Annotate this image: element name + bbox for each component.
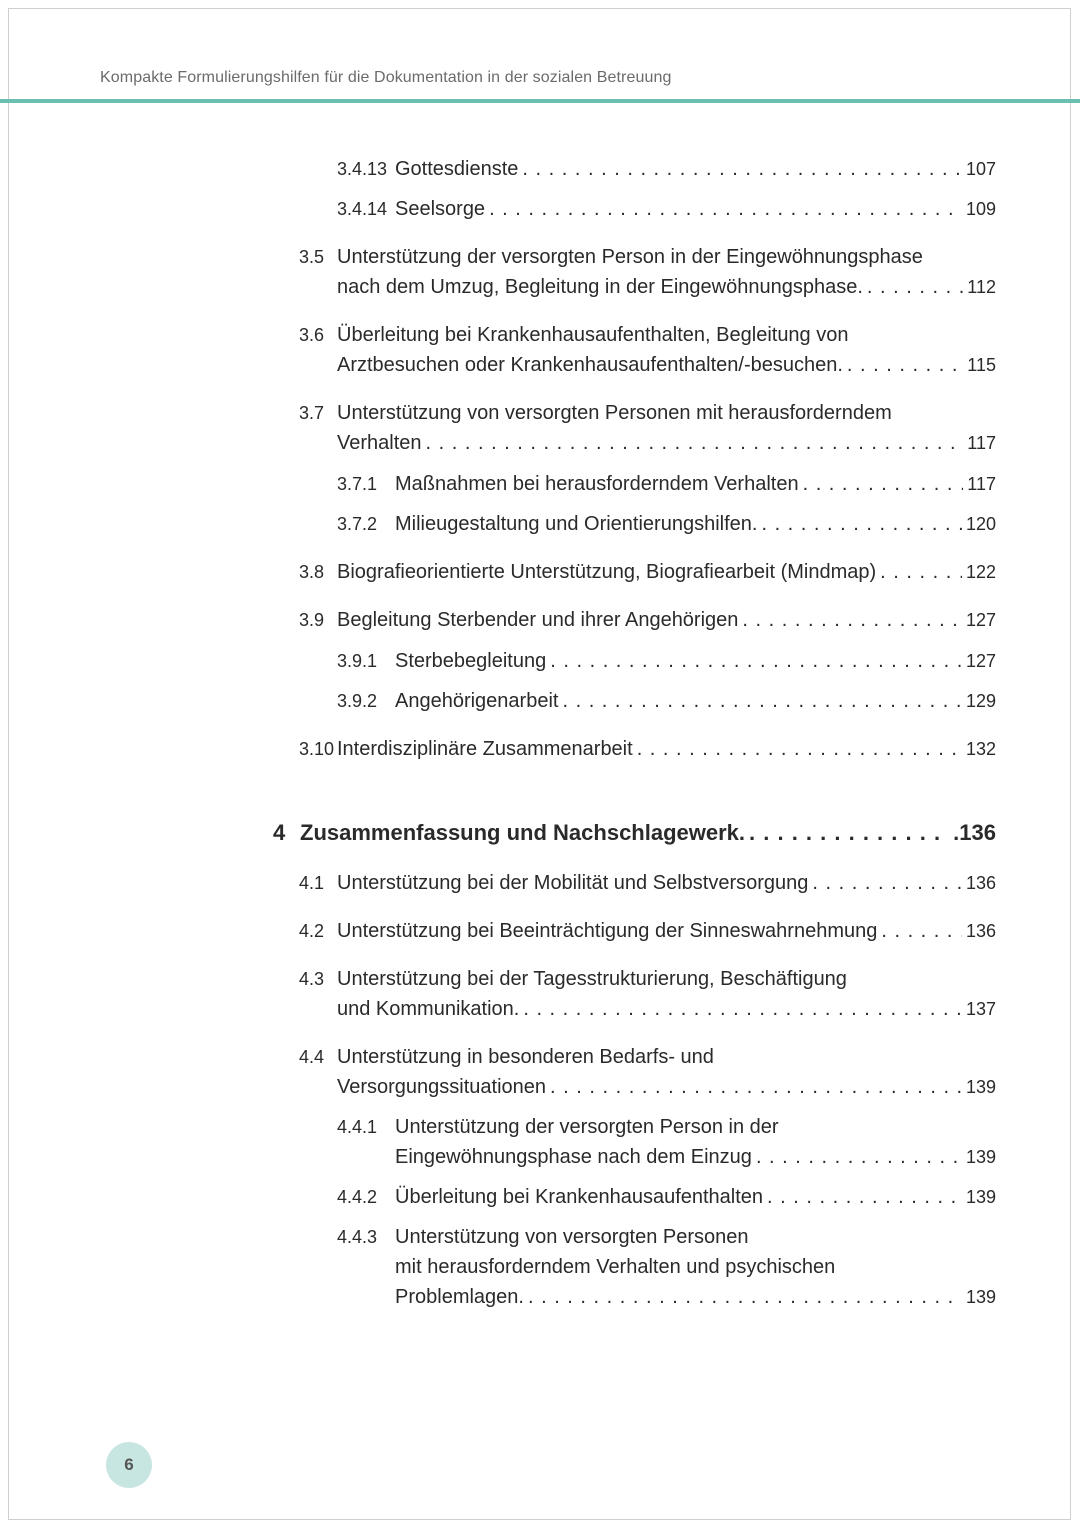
dot-leader: [528, 1282, 962, 1312]
toc-entry-title: Überleitung bei Krankenhausaufenthalten, Begleitung von: [337, 324, 849, 346]
dot-leader: [749, 818, 949, 848]
toc-entry-title: Zusammenfassung und Nachschlagewerk.: [300, 820, 746, 845]
toc-entry-number: 3.7: [299, 403, 325, 423]
toc-entry-title: Unterstützung bei der Mobilität und Selbstversorgung: [337, 872, 809, 894]
running-title: Kompakte Formulierungshilfen für die Dokumentation in der sozialen Betreuung: [100, 69, 672, 86]
toc-entry-number: 3.7.2: [337, 514, 378, 534]
toc-entry-line: [395, 1112, 779, 1142]
toc-entry-line: [337, 320, 848, 350]
dot-leader: [812, 868, 962, 898]
toc-entry-last-line: [395, 194, 996, 224]
toc-entry-title: nach dem Umzug, Begleitung in der Eingewöhnungsphase.: [337, 276, 863, 298]
dot-leader: [881, 916, 962, 946]
toc-entry-last-line: [300, 818, 996, 848]
toc-entry-page: 139: [965, 1147, 996, 1167]
toc-entry-page: 139: [965, 1187, 996, 1207]
toc-entry-last-line: [395, 1282, 996, 1312]
toc-entry-page: 132: [965, 739, 996, 759]
toc-entry-last-line: [337, 868, 996, 898]
toc-entry-last-line: [395, 509, 996, 539]
toc-entry-number: 3.9.1: [337, 651, 378, 671]
toc-entry-last-line: [337, 557, 996, 587]
toc-entry-page: 139: [965, 1077, 996, 1097]
toc-entry-line: [395, 1222, 749, 1252]
toc-entry-page: .136: [953, 820, 996, 845]
toc-entry-title: Milieugestaltung und Orientierungshilfen.: [395, 513, 758, 535]
toc-entry-number: 4.4.1: [337, 1117, 378, 1137]
toc-entry-title: Angehörigenarbeit: [395, 690, 559, 712]
toc-entry-page: 127: [965, 610, 996, 630]
toc-entry-page: 117: [967, 433, 996, 453]
toc-entry-page: 136: [965, 921, 996, 941]
dot-leader: [847, 350, 963, 380]
toc-entry-title: Interdisziplinäre Zusammenarbeit: [337, 738, 633, 760]
toc-entry-last-line: [337, 350, 996, 380]
dot-leader: [867, 272, 963, 302]
toc-entry-title: Problemlagen.: [395, 1286, 524, 1308]
toc-entry-last-line: [337, 916, 996, 946]
toc-entry-number: 3.9: [299, 610, 325, 630]
toc-entry-last-line: [337, 605, 996, 635]
toc-entry-page: 115: [967, 355, 996, 375]
toc-entry-page: 139: [965, 1287, 996, 1307]
toc-entry-last-line: [337, 428, 996, 458]
toc-entry-title: Unterstützung bei Beeinträchtigung der Sinneswahrnehmung: [337, 920, 878, 942]
toc-entry-line: [337, 1042, 714, 1072]
toc-entry-title: Begleitung Sterbender und ihrer Angehörigen: [337, 609, 739, 631]
toc-entry-last-line: [337, 272, 996, 302]
toc-entry-number: 3.4.14: [337, 199, 388, 219]
toc-entry-number: 4.3: [299, 969, 325, 989]
toc-entry-number: 3.5: [299, 247, 325, 267]
toc-entry-number: 4.4.2: [337, 1187, 378, 1207]
toc-entry-last-line: [395, 1142, 996, 1172]
toc-entry-page: 107: [965, 159, 996, 179]
toc-entry-line: [395, 1252, 835, 1282]
page-number: 6: [124, 1455, 134, 1474]
toc-entry-number: 3.8: [299, 562, 325, 582]
toc-entry-title: Unterstützung von versorgten Personen: [395, 1226, 749, 1248]
toc-entry-page: 112: [967, 277, 996, 297]
toc-entry-page: 109: [965, 199, 996, 219]
toc-entry-number: 3.6: [299, 325, 325, 345]
dot-leader: [637, 734, 962, 764]
toc-entry-page: 136: [965, 873, 996, 893]
dot-leader: [803, 469, 964, 499]
dot-leader: [522, 154, 962, 184]
dot-leader: [550, 1072, 962, 1102]
toc-entry-title: Biografieorientierte Unterstützung, Biografiearbeit (Mindmap): [337, 561, 877, 583]
dot-leader: [742, 605, 962, 635]
toc-entry-title: Eingewöhnungsphase nach dem Einzug: [395, 1146, 752, 1168]
toc-entry-title: Gottesdienste: [395, 158, 519, 180]
toc-entry-last-line: [395, 154, 996, 184]
toc-entry-title: Unterstützung der versorgten Person in der: [395, 1116, 779, 1138]
dot-leader: [489, 194, 962, 224]
toc-entry-title: Seelsorge: [395, 198, 486, 220]
toc-entry-last-line: [337, 734, 996, 764]
toc-entry-page: 137: [965, 999, 996, 1019]
toc-entry-page: 120: [965, 514, 996, 534]
dot-leader: [550, 646, 962, 676]
toc-entry-last-line: [395, 1182, 996, 1212]
toc-entry-title: und Kommunikation.: [337, 998, 520, 1020]
toc-entry-title: Versorgungssituationen: [337, 1076, 547, 1098]
dot-leader: [562, 686, 961, 716]
toc-entry-number: 3.7.1: [337, 474, 378, 494]
toc-entry-title: Überleitung bei Krankenhausaufenthalten: [395, 1186, 764, 1208]
toc-entry-number: 4: [273, 820, 286, 845]
toc-entry-page: 117: [967, 474, 996, 494]
toc-entry-title: Unterstützung in besonderen Bedarfs- und: [337, 1046, 714, 1068]
toc-entry-line: [337, 242, 923, 272]
toc-entry-title: Unterstützung der versorgten Person in der Eingewöhnungsphase: [337, 246, 923, 268]
toc-entry-line: [337, 398, 892, 428]
toc-entry-title: Verhalten: [337, 432, 422, 454]
toc-entry-last-line: [395, 686, 996, 716]
toc-entry-title: Arztbesuchen oder Krankenhausaufenthalten/-besuchen.: [337, 354, 843, 376]
dot-leader: [880, 557, 962, 587]
toc-entry-last-line: [395, 469, 996, 499]
toc-entry-last-line: [337, 994, 996, 1024]
toc-entry-number: 4.1: [299, 873, 325, 893]
toc-entry-number: 4.4.3: [337, 1227, 378, 1247]
toc-entry-number: 4.4: [299, 1047, 325, 1067]
toc-entry-title: Unterstützung bei der Tagesstrukturierung, Beschäftigung: [337, 968, 847, 990]
page-number-badge: [106, 1442, 152, 1488]
dot-leader: [767, 1182, 962, 1212]
dot-leader: [761, 509, 962, 539]
toc-entry-title: mit herausforderndem Verhalten und psychischen: [395, 1256, 836, 1278]
toc-entry-title: Sterbebegleitung: [395, 650, 547, 672]
toc-entry-number: 3.10: [299, 739, 335, 759]
header-rule: [0, 99, 1080, 103]
toc-entry-last-line: [337, 1072, 996, 1102]
toc-entry-number: 4.2: [299, 921, 325, 941]
toc-entry-title: Maßnahmen bei herausforderndem Verhalten: [395, 473, 799, 495]
toc-entry-last-line: [395, 646, 996, 676]
toc-entry-line: [337, 964, 847, 994]
toc-entry-title: Unterstützung von versorgten Personen mit herausforderndem: [337, 402, 892, 424]
toc-entry-page: 127: [965, 651, 996, 671]
toc-entry-page: 129: [965, 691, 996, 711]
toc-entry-number: 3.4.13: [337, 159, 388, 179]
toc-entry-page: 122: [965, 562, 996, 582]
dot-leader: [756, 1142, 962, 1172]
dot-leader: [426, 428, 964, 458]
toc-entry-number: 3.9.2: [337, 691, 378, 711]
dot-leader: [523, 994, 962, 1024]
